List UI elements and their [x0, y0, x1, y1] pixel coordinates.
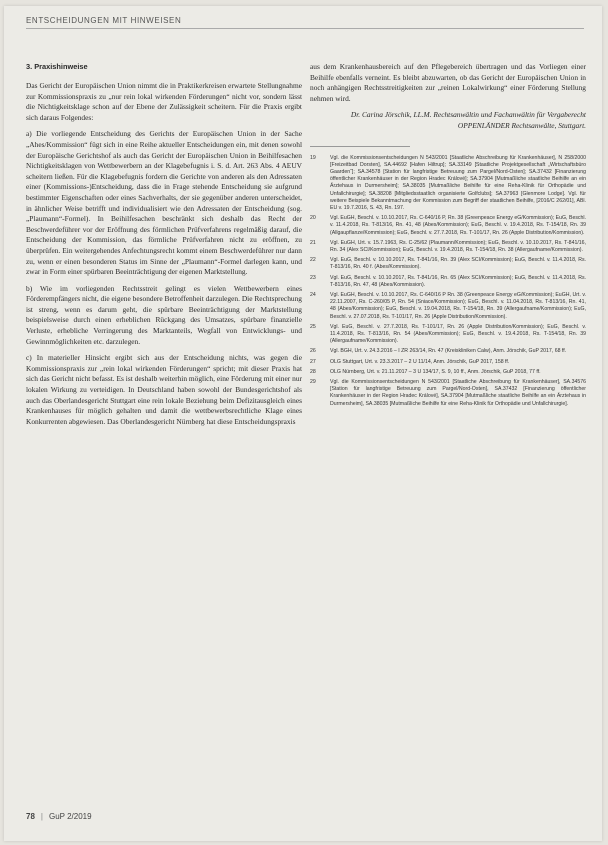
- footnote-text: OLG Stuttgart, Urt. v. 23.3.2017 – 2 U 11/14, Anm. Jörschik, GuP 2017, 158 ff.: [330, 358, 510, 365]
- footnote-number: 23: [310, 274, 316, 281]
- footnote-text: Vgl. EuGH, Beschl. v. 10.10.2017, Rs. C-640/16 P Rn. 38 (Greenpeace Energy eG/Kommission); EuGH, Urt. v. 22.11.2007, Rs. C-260/05 P, Rn. 54 (Sniace/Kommission); EuG, Beschl. v. 11.04.2018, Rs. T-813/16, Rn. 41, 48 (Abes/Kommission); EuG, Beschl. v. 19.04.2018, Rs. T-154/18, Rn. 39 (Allergaufname/Kommission); EuG, Beschl. v. 27.07.2018, Rs. T-101/17, Rn. 26 (Apple Distribution/Kommission).: [330, 292, 586, 320]
- footnote-text: Vgl. EuGH, Urt. v. 15.7.1963, Rs. C-25/62 (Plaumann/Kommission); EuG, Beschl. v. 10.10.2017, Rs. T-841/16, Rn. 34 (Alex SCI/Kommission); EuG, Beschl. v. 19.4.2018, Rs. T-154/18, Rn. 38 (Allergaufname/Kommission).: [330, 239, 586, 253]
- footnote: [310, 257, 586, 271]
- footnote-text: Vgl. EuG, Beschl. v. 10.10.2017, Rs. T-841/16, Rn. 65 (Alex SCI/Kommission); EuG, Beschl. v. 11.4.2018, Rs. T-813/16, Rn. 47, 48 (Abes/Kommission).: [330, 274, 586, 288]
- footnote: [310, 359, 586, 366]
- footnote-text: Vgl. die Kommissionsentscheidungen N 543/2001 [Staatliche Abschreibung für Krankenhäuser], SA.34576 [Station für langfristige Betreuung zum Pargel/Nord-Osten], SA.37432 [Finanzierung öffentlicher Krankenhäuser in der Region Hradec Králové], SA.37904 [Mutmaßliche staatliche Beihilfe an ein Ärztehaus in Durmersheim], SA.38035 [Mutmaßliche Beihilfe für eine Reha-Klinik für Orthopädie und Unfallchirurgie].: [330, 379, 586, 407]
- document-page: [4, 6, 602, 841]
- footnote-number: 20: [310, 215, 316, 222]
- footnote: [310, 379, 586, 408]
- footnote-number: 26: [310, 348, 316, 355]
- footnote: [310, 369, 586, 376]
- footnote-text: OLG Nürnberg, Urt. v. 21.11.2017 – 3 U 134/17, S. 9, 10 ff., Anm. Jörschik, GuP 2018, 77 ff.: [330, 368, 541, 375]
- right-column: [310, 62, 586, 411]
- footnote-number: 19: [310, 154, 316, 161]
- left-column: [26, 62, 302, 433]
- footnote-text: Vgl. EuG, Beschl. v. 10.10.2017, Rs. T-841/16, Rn. 39 (Alex SCI/Kommission); EuG, Beschl. v. 11.4.2018, Rs. T-813/16, Rn. 40 f. (Abes/Kommission).: [330, 257, 586, 271]
- footnote: [310, 215, 586, 237]
- footnote-list: [310, 155, 586, 408]
- footnote: [310, 275, 586, 289]
- footnote-text: Vgl. EuG, Beschl. v. 27.7.2018, Rs. T-101/17, Rn. 26 (Apple Distribution/Kommission); EuG, Beschl. v. 11.4.2018, Rs. T-813/16, Rn. 54 (Abes/Kommission); EuG, Beschl. v. 19.4.2018, Rs. T-154/18, Rn. 39 (Allergaufname/Kommission).: [330, 323, 586, 345]
- paragraph-continued: aus dem Krankenhausbereich auf den Pflegebereich übertragen und das Vorliegen einer Beihilfe ebenfalls verneint. Es bleibt abzuwarten, ob das Gericht der Europäischen Union in noch anhängigen Rechtsstreitigkeiten zur „reinen Lokalwirkung“ einer Förderung Stellung nehmen wird.: [310, 62, 586, 103]
- paragraph-intro: Das Gericht der Europäischen Union nimmt die in Praktikerkreisen erwartete Stellungnahme zur Kommissionspraxis zu „nur rein lokal wirkenden Förderungen“ nicht vor, sondern lässt die Nichtigkeitsklage schon auf der Ebene der Zulässigkeit scheitern. Für die Praxis ergibt sich daraus Folgendes:: [26, 81, 302, 122]
- footnote: [310, 240, 586, 254]
- paragraph-c: c) In materieller Hinsicht ergibt sich aus der Entscheidung nichts, was gegen die Kommissionspraxis zur „rein lokal wirkenden Förderungen“ spricht; mit dieser Praxis hat sich das Gericht nicht befasst. Es ist deshalb weiterhin möglich, eine Förderung mit einer nur lokalen Wirkung zu verteidigen. In Deutschland haben sowohl der Bundesgerichtshof als auch das Oberlandesgericht Stuttgart eine rein lokale Beziehung beim Defizitausgleich eines Krankenhauses für möglich gehalten und damit die wettbewerbsrechtliche Klage eines Konkurrenten abgewiesen. Das Oberlandesgericht Nürnberg hat diese Entscheidungspraxis: [26, 353, 302, 426]
- footnote-rule: [310, 146, 410, 147]
- footer-separator: |: [40, 812, 43, 821]
- footnote-number: 24: [310, 292, 316, 299]
- page-number: 78: [26, 812, 35, 821]
- footnote: [310, 348, 586, 355]
- footnote-number: 25: [310, 323, 316, 330]
- page-footer: [26, 812, 92, 821]
- author-signature: Dr. Carina Jörschik, LL.M. Rechtsanwältin und Fachanwältin für Vergaberecht OPPENLÄNDER Rechtsanwälte, Stuttgart.: [350, 110, 586, 130]
- footnote-text: Vgl. die Kommissionsentscheidungen N 543/2001 [Staatliche Abschreibung für Krankenhäuser], N 258/2000 [Freizeitbad Dorsten], SA.44692 [Hafen Hiltrup]; SA.33149 [Staatliche Projektgesellschaft „Wirtschaftsbüro Gaarden“]; SA.34578 [Station für langfristige Betreuung zum Pargel/Nord-Osten]; SA.37432 [Finanzierung öffentlicher Krankenhäuser in der Region Hradec Králové]; SA.37904 [Mutmaßliche staatliche Beihilfe an ein Ärztehaus in Durmersheim]; SA.38035 [Mutmaßliche Beihilfe für eine Reha-Klinik für Orthopädie und Unfallchirurgie]; SA.38208 [Mitgliedsstaatlich organisierte Golfclubs]; SA.37963 [Glenmore Lodge]. Vgl. für weitere Beispiele Bekanntmachung der Kommission zum Begriff der staatlichen Beihilfe, [2016/C 262/01], ABl. EU v. 19.7.2016, S. 43, Rn. 197.: [330, 154, 586, 211]
- header-rule: [26, 28, 584, 29]
- running-header: ENTSCHEIDUNGEN MIT HINWEISEN: [26, 16, 182, 25]
- footnote: [310, 155, 586, 213]
- footnote-number: 29: [310, 379, 316, 386]
- section-heading: 3. Praxishinweise: [26, 62, 88, 71]
- footnote-text: Vgl. EuGH, Beschl. v. 10.10.2017, Rs. C-640/16 P, Rn. 38 (Greenpeace Energy eG/Kommission); EuG, Beschl. v. 11.4.2018, Rs. T-813/16, Rn. 41, 48 (Abes/Kommission); EuG, Beschl. v. 19.4.2018, Rs. T-154/18, Rn. 39 (Allgaupflanze/Kommission); EuG, Beschl. v. 27.7.2018, Rs. T-101/17, Rn. 26 (Apple Distribution/Kommission).: [330, 215, 586, 236]
- footnote-number: 22: [310, 257, 316, 264]
- journal-issue: GuP 2/2019: [48, 812, 92, 821]
- footnote: [310, 292, 586, 321]
- footnote: [310, 324, 586, 346]
- paragraph-b: b) Wie im vorliegenden Rechtsstreit gelingt es vielen Wettbewerbern eines Förderempfängers nicht, die eigene besondere Betroffenheit darzulegen. Die Rechtsprechung ist streng, wenn es darum geht, die spürbare Beeinträchtigung der Marktstellung beispielsweise durch einen erheblichen Rückgang des Umsatzes, spürbare finanzielle Verluste, erhebliche Verringerung des Marktanteils, Wegfall von Entwicklungs- und Gewinnmöglichkeiten etc. darzulegen.: [26, 283, 302, 346]
- footnote-number: 21: [310, 239, 316, 246]
- footnote-number: 27: [310, 358, 316, 365]
- footnote-number: 28: [310, 368, 316, 375]
- paragraph-a: a) Die vorliegende Entscheidung des Gerichts der Europäischen Union in der Sache „Ahes/Kommission“ fügt sich in eine Reihe aktueller Entscheidungen ein, mit denen sowohl der Europäische Gerichtshof als auch das Gericht der Europäischen Union in Beihilfesachen Nichtigkeitsklagen von Wettbewerbern an der Klagebefugnis i. S. d. Art. 263 Abs. 4 AEUV scheitern ließen. Für die Klagebefugnis fordern die Gerichte von anderen als den Adressaten einer (Kommissions-)Entscheidung, dass die in Frage stehende Entscheidung sie aufgrund bestimmter Eigenschaften oder eines Sachverhalts, der sie gegenüber anderen unterscheidet, in ähnlicher Weise betrifft und individualisiert wie den Adressaten der Entscheidung (sog. „Plaumann“-Formel). In Beihilfesachen beschränkt sich deshalb das Recht der Beschwerdeführer vor der Eröffnung des förmlichen Prüfverfahrens regelmäßig darauf, die Entscheidung der Kommission, das förmliche Prüfverfahren nicht zu eröffnen, zu überprüfen. Ein weitergehendes Anfechtungsrecht kommt einem Beschwerdeführer nur dann zu, wenn er einen besonderen Status im Sinne der „Plaumann“-Formel darlegen kann, und zwar in Form einer spürbaren Beeinträchtigung der eigenen Marktstellung.: [26, 129, 302, 277]
- footnote-text: Vgl. BGH, Urt. v. 24.3.2016 – I ZR 263/14, Rn. 47 (Kreiskliniken Calw), Anm. Jörschik, GuP 2017, 68 ff.: [330, 348, 567, 355]
